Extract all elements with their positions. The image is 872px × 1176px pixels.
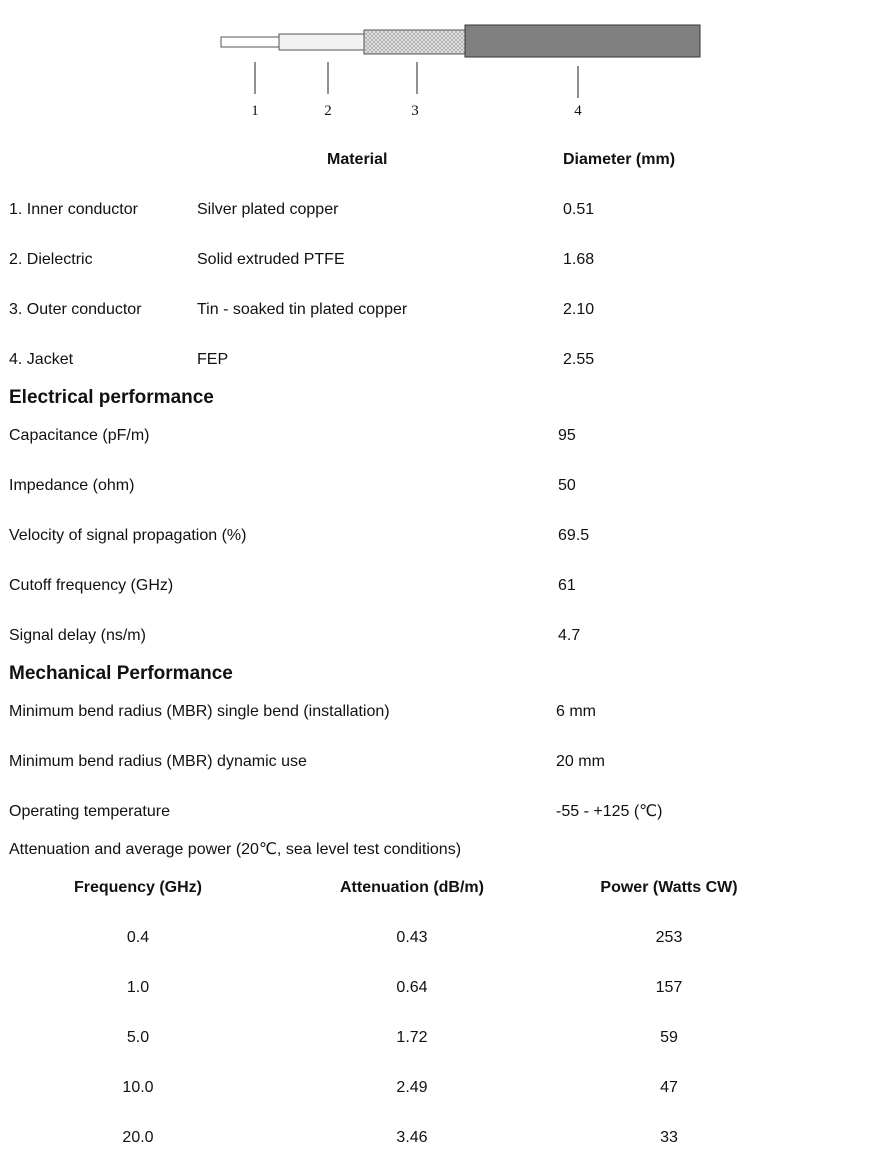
frequency-cell: 10.0 bbox=[122, 1079, 154, 1096]
callout-4: 4 bbox=[574, 103, 582, 119]
attenuation-cell: 3.46 bbox=[396, 1129, 428, 1146]
power-cell: 157 bbox=[655, 979, 683, 996]
material-value: Tin - soaked tin plated copper bbox=[197, 301, 408, 318]
spec-value: 95 bbox=[558, 427, 576, 444]
callout-1: 1 bbox=[251, 103, 259, 119]
spec-label: Velocity of signal propagation (%) bbox=[9, 527, 247, 544]
component-label: 3. Outer conductor bbox=[9, 301, 142, 318]
material-value: Solid extruded PTFE bbox=[197, 251, 345, 268]
attenuation-cell: 1.72 bbox=[396, 1029, 428, 1046]
material-value: FEP bbox=[197, 351, 229, 368]
component-label: 4. Jacket bbox=[9, 351, 74, 368]
spec-label: Minimum bend radius (MBR) single bend (installation) bbox=[9, 703, 390, 720]
power-header: Power (Watts CW) bbox=[600, 879, 738, 896]
spec-label: Operating temperature bbox=[9, 803, 170, 820]
spec-value: 69.5 bbox=[558, 527, 590, 544]
spec-label: Cutoff frequency (GHz) bbox=[9, 577, 174, 594]
power-cell: 33 bbox=[660, 1129, 678, 1146]
spec-label: Signal delay (ns/m) bbox=[9, 627, 146, 644]
jacket-segment bbox=[465, 25, 700, 57]
spec-value: 6 mm bbox=[556, 703, 596, 720]
attenuation-title: Attenuation and average power (20℃, sea level test conditions) bbox=[9, 841, 462, 858]
diameter-value: 2.55 bbox=[563, 351, 595, 368]
frequency-cell: 5.0 bbox=[126, 1029, 150, 1046]
dielectric-segment bbox=[279, 34, 364, 50]
power-cell: 47 bbox=[660, 1079, 678, 1096]
inner-conductor-segment bbox=[221, 37, 279, 47]
spec-label: Impedance (ohm) bbox=[9, 477, 135, 494]
attenuation-cell: 0.43 bbox=[396, 929, 428, 946]
power-cell: 253 bbox=[655, 929, 683, 946]
spec-label: Capacitance (pF/m) bbox=[9, 427, 150, 444]
frequency-header: Frequency (GHz) bbox=[73, 879, 202, 896]
attenuation-cell: 2.49 bbox=[396, 1079, 428, 1096]
diameter-value: 2.10 bbox=[563, 301, 595, 318]
diameter-value: 0.51 bbox=[563, 201, 595, 218]
spec-value: 50 bbox=[558, 477, 576, 494]
cable-diagram bbox=[0, 0, 872, 130]
material-value: Silver plated copper bbox=[197, 201, 339, 218]
attenuation-cell: 0.64 bbox=[396, 979, 428, 996]
diameter-value: 1.68 bbox=[563, 251, 595, 268]
electrical-section-title: Electrical performance bbox=[9, 387, 214, 408]
component-label: 2. Dielectric bbox=[9, 251, 93, 268]
spec-value: 20 mm bbox=[556, 753, 605, 770]
diameter-header: Diameter (mm) bbox=[563, 151, 676, 168]
callout-3: 3 bbox=[411, 103, 419, 119]
spec-label: Minimum bend radius (MBR) dynamic use bbox=[9, 753, 307, 770]
component-label: 1. Inner conductor bbox=[9, 201, 138, 218]
spec-value: -55 - +125 (℃) bbox=[556, 803, 663, 820]
material-header: Material bbox=[327, 151, 388, 168]
callout-2: 2 bbox=[324, 103, 332, 119]
mechanical-section-title: Mechanical Performance bbox=[9, 663, 233, 684]
attenuation-header: Attenuation (dB/m) bbox=[340, 879, 484, 896]
spec-value: 4.7 bbox=[558, 627, 581, 644]
outer-conductor-segment bbox=[364, 30, 465, 54]
spec-value: 61 bbox=[558, 577, 576, 594]
frequency-cell: 20.0 bbox=[122, 1129, 154, 1146]
frequency-cell: 0.4 bbox=[126, 929, 150, 946]
frequency-cell: 1.0 bbox=[126, 979, 150, 996]
power-cell: 59 bbox=[660, 1029, 678, 1046]
